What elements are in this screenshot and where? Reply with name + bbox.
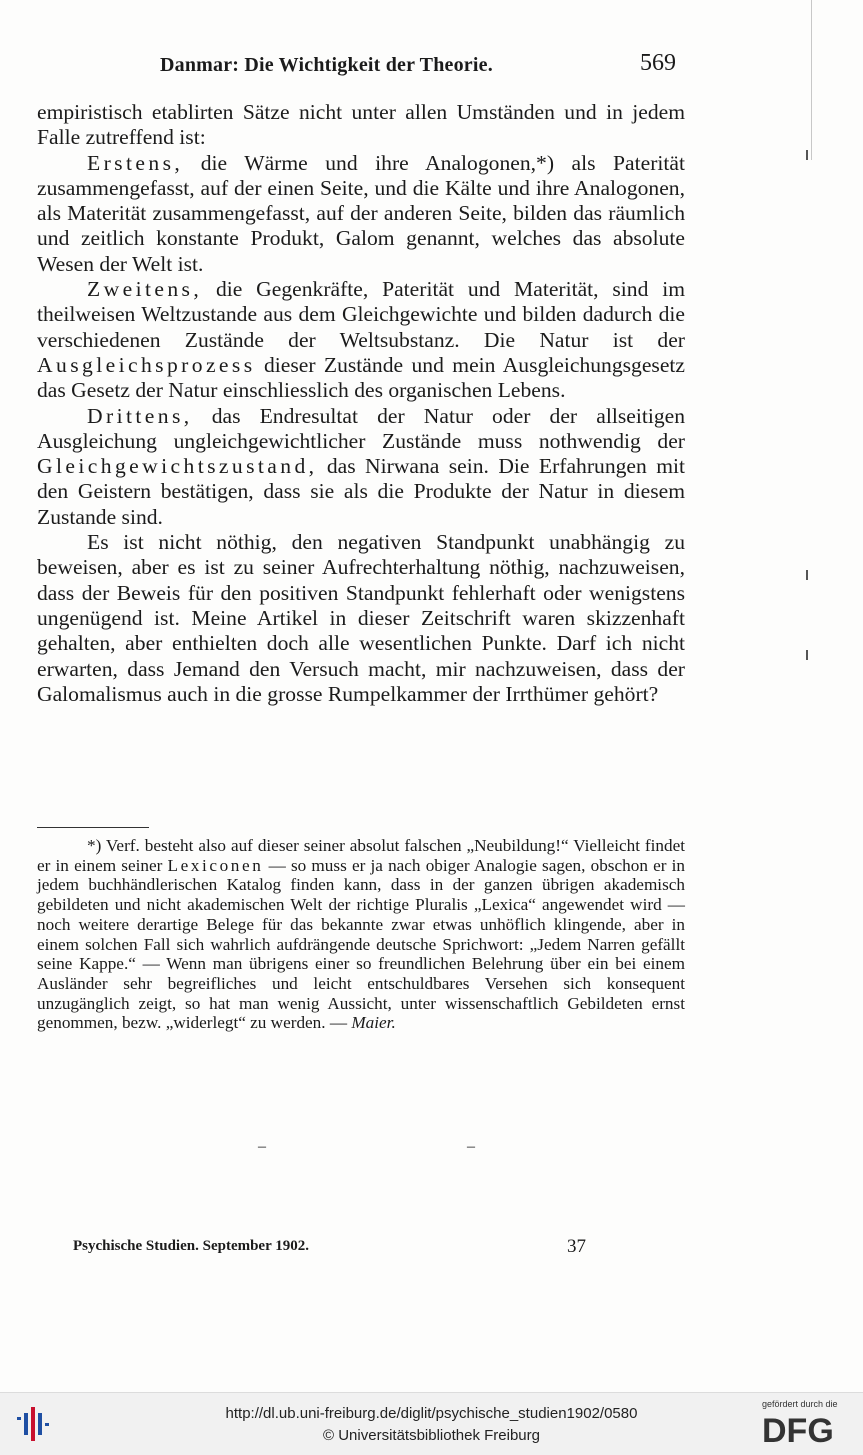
paragraph-text: die Wärme und ihre Analogonen,*) als Paterität zusammengefasst, auf der einen Seite, und die Kälte und ihre Analogonen, als Materität zusammengefasst, auf der anderen Seite, bilden das räumlich und zeitlich konstante Produkt, Galom genannt, welches das absolute Wesen der Welt ist. <box>37 150 685 276</box>
footnote-text: — so muss er ja nach obiger Analogie sagen, obschon er in jedem buchhändlerischen Katalog finden kann, dass in der ganzen übrigen akademisch gebildeten und nicht akademischen Welt der richtige Pluralis „Lexica“ angewendet wird — noch weitere derartige Belege für das bekannte zwar etwas unhöflich klingende, aber in einem solchen Fall sich wahrlich aufdrängende deutsche Sprichwort: „Jedem Narren gefällt seine Kappe.“ — Wenn man übrigens einer so freundlichen Belehrung über ein bei einem Ausländer sehr begreifliches und leicht entschuldbares Versehen sich konsequent unzugänglich zeigt, so hat man wenig Aussicht, unter wissenschaftlich Gebildeten ernst genommen, bezw. „widerlegt“ zu werden. — <box>37 855 685 1033</box>
dfg-logo-icon[interactable] <box>762 1411 852 1447</box>
copyright-text: © Universitätsbibliothek Freiburg <box>323 1427 540 1444</box>
spaced-lead: Zweitens, <box>87 277 203 302</box>
edge-mark <box>806 650 808 660</box>
paragraph-text: das Endresultat der Natur oder der allseitigen Ausgleichung ungleichgewichtlicher Zustände muss nothwendig der <box>37 403 685 453</box>
spaced-term: Gleichgewichtszustand, <box>37 454 318 479</box>
viewer-footer <box>0 1392 863 1455</box>
spaced-term: Lexiconen <box>167 855 264 875</box>
paragraph-5: Es ist nicht nöthig, den negativen Standpunkt unabhängig zu beweisen, aber es ist zu seiner Aufrechterhaltung nöthig, nachzuweisen, dass der Beweis für den positiven Standpunkt fehlerhaft oder wenigstens ungenügend ist. Meine Artikel in dieser Zeitschrift waren skizzenhaft gehalten, aber enthielten doch alle wesentlichen Punkte. Darf ich nicht erwarten, dass Jemand den Versuch macht, mir nachzuweisen, dass der Galomalismus auch in die grosse Rumpelkammer der Irrthümer gehört? <box>37 530 685 706</box>
footnote-rule <box>37 827 149 828</box>
spaced-term: Ausgleichsprozess <box>37 352 256 377</box>
paragraph-2 <box>37 151 685 277</box>
footnote <box>37 836 685 1033</box>
spaced-lead: Drittens, <box>87 403 193 428</box>
spaced-lead: Erstens, <box>87 150 184 175</box>
separator-dash: – <box>467 1138 475 1155</box>
funding-label: gefördert durch die <box>762 1399 838 1409</box>
paragraph-text: dieser Zustände und mein Ausgleichungsgesetz das Gesetz der Natur einschliesslich des organischen Lebens. <box>37 352 685 403</box>
page-edge-rule <box>811 0 812 160</box>
footnote-signature: Maier. <box>351 1013 396 1033</box>
edge-mark <box>806 150 808 160</box>
paragraph-text: die Gegenkräfte, Paterität und Materität, sind im theilweisen Weltzustande aus dem Gleichgewichte und bilden dadurch die verschiedenen Zustände der Weltsubstanz. Die Natur ist der <box>37 277 685 352</box>
paragraph-1: empiristisch etablirten Sätze nicht unter allen Umständen und in jedem Falle zutreffend ist: <box>37 100 685 150</box>
paragraph-3 <box>37 277 685 403</box>
footnote-text: *) Verf. besteht also auf dieser seiner absolut falschen „Neubildung!“ Vielleicht findet er in einem seiner <box>37 836 685 875</box>
bottom-signature: Psychische Studien. September 1902. <box>73 1238 309 1254</box>
paragraph-4 <box>37 404 685 530</box>
document-url-link[interactable]: http://dl.ub.uni-freiburg.de/diglit/psychische_studien1902/0580 <box>225 1405 638 1422</box>
paragraph-text: das Nirwana sein. Die Erfahrungen mit den Geistern bestätigen, dass sie als die Produkte der Natur in diesem Zustande sind. <box>37 454 685 529</box>
dfg-logo-text: DFG <box>762 1412 834 1447</box>
running-title: Danmar: Die Wichtigkeit der Theorie. <box>160 54 493 76</box>
separator-dash: – <box>258 1138 266 1155</box>
body-text <box>37 100 685 707</box>
sheet-number: 37 <box>567 1236 586 1257</box>
edge-mark <box>806 570 808 580</box>
page-number: 569 <box>640 50 676 76</box>
